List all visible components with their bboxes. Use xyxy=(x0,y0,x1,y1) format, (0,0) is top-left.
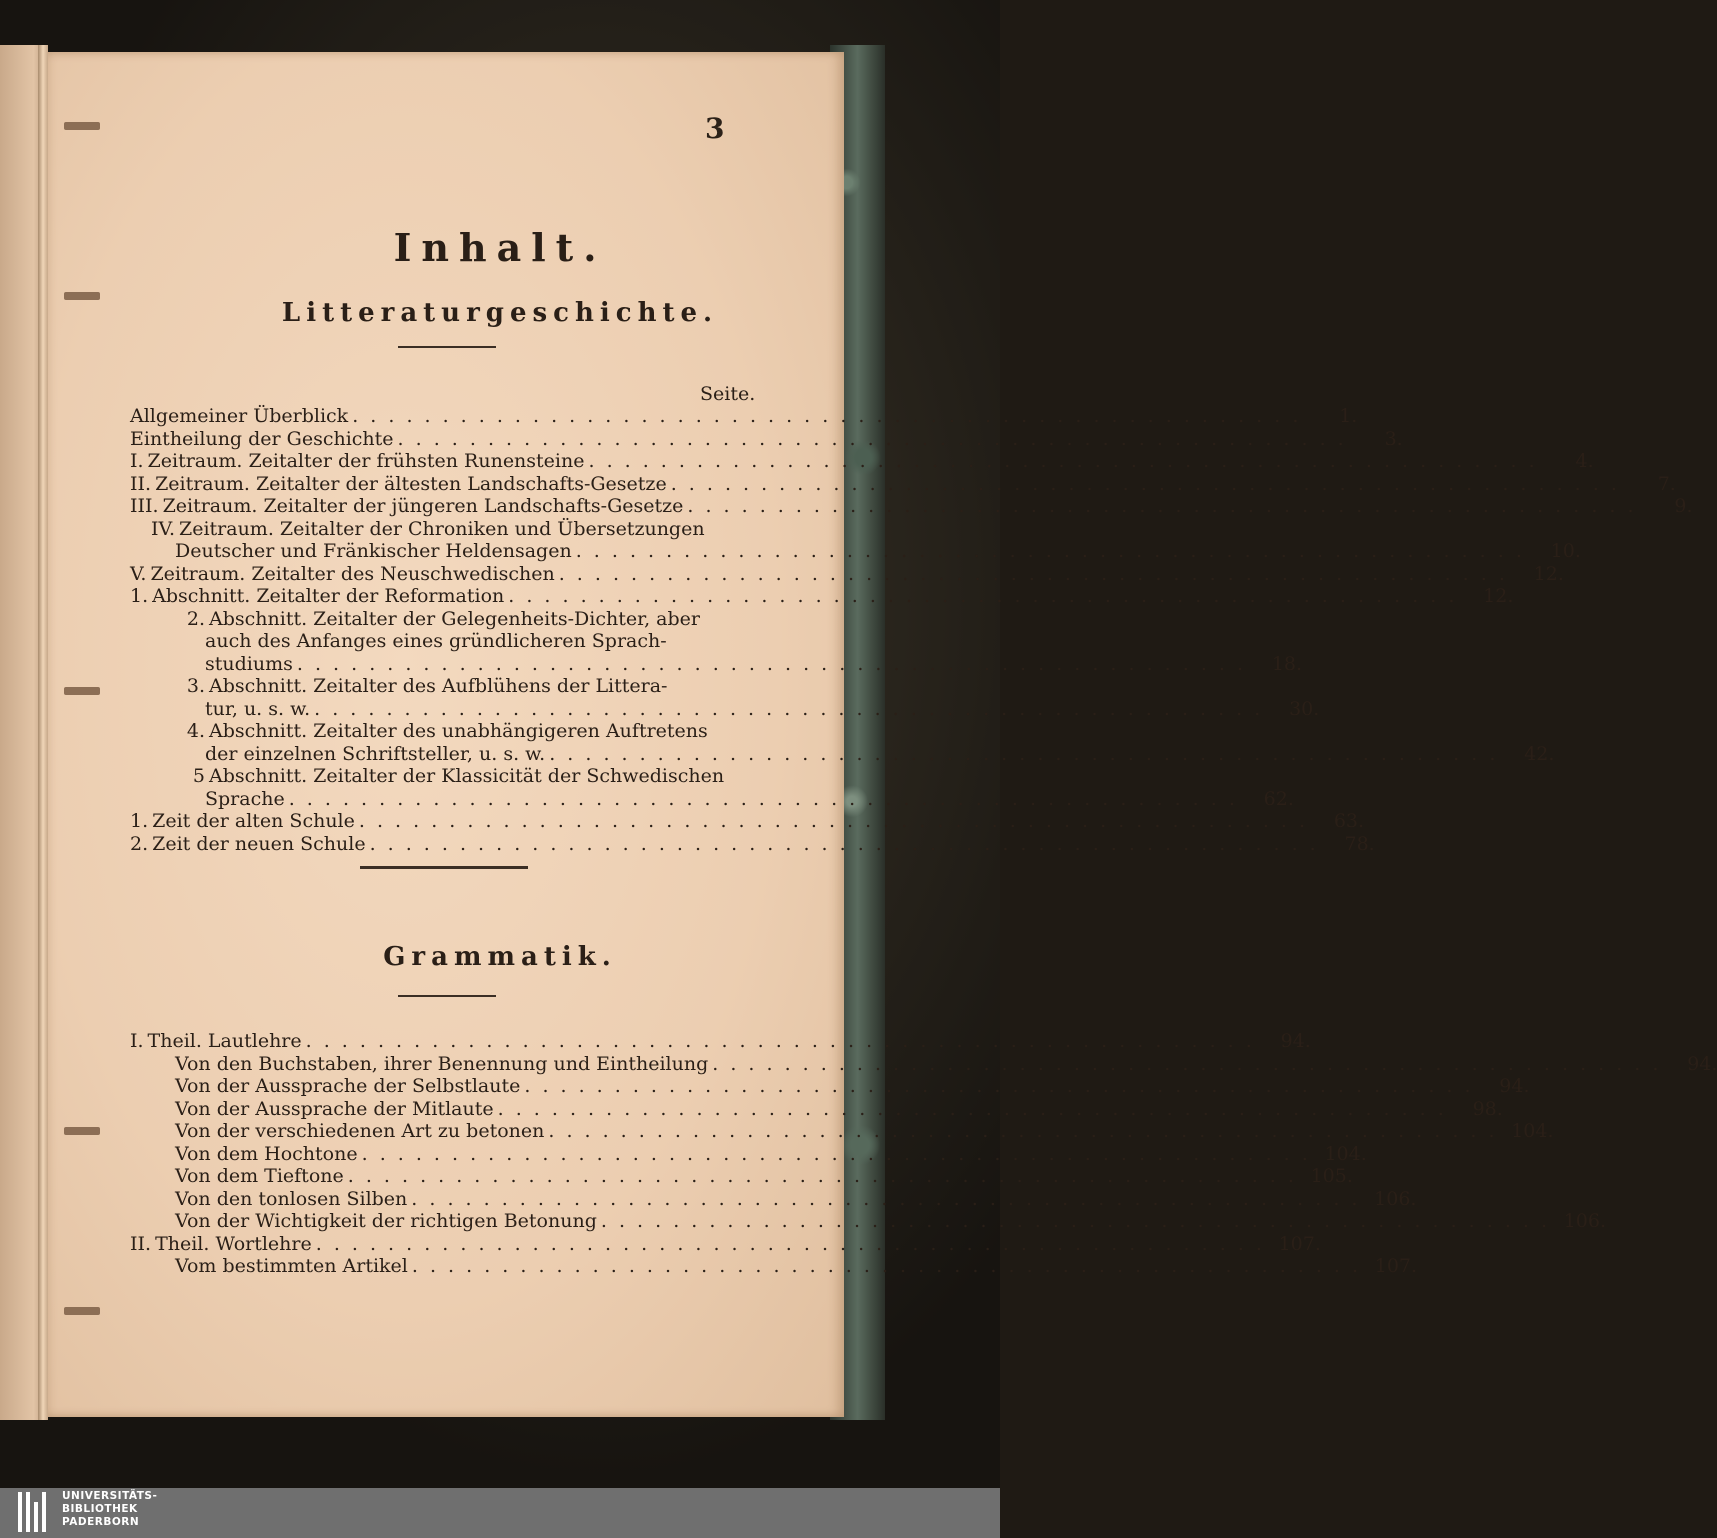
toc-entry xyxy=(130,720,765,743)
toc-entry-page: 12. xyxy=(1483,585,1514,607)
toc-entry-label: Von der Aussprache der Mitlaute xyxy=(175,1097,494,1120)
toc-entry-label: Zeit der alten Schule xyxy=(152,810,355,832)
toc-entry xyxy=(130,630,765,653)
toc-entry-page: 106. xyxy=(1374,1187,1417,1210)
toc-entry-number: V. xyxy=(130,562,147,585)
toc-entry-label: Eintheilung der Geschichte xyxy=(130,427,394,450)
toc-entry-page: 105. xyxy=(1310,1165,1353,1187)
toc-entry xyxy=(130,1097,1503,1121)
toc-entry xyxy=(130,450,1594,473)
toc-entry-label: Von dem Hochtone xyxy=(175,1142,358,1165)
toc-entry-number: I. xyxy=(130,450,144,472)
toc-entry-page: 94. xyxy=(1499,1075,1530,1097)
toc-entry-label: Zeitraum. Zeitalter der jüngeren Landschafts-Gesetze xyxy=(162,495,684,517)
library-logo-text: UNIVERSITÄTS- BIBLIOTHEK PADERBORN xyxy=(62,1490,158,1528)
seite-label: Seite. xyxy=(700,383,756,405)
toc-entry-number: 5 xyxy=(192,765,205,787)
section-divider xyxy=(360,866,528,869)
binding-stitch xyxy=(64,687,100,695)
toc-entry-number: 3. xyxy=(186,675,205,697)
toc-entry-label: Allgemeiner Überblick xyxy=(130,405,349,427)
toc-entry-page: 3. xyxy=(1384,427,1403,450)
toc-entry-label: Von der Aussprache der Selbstlaute xyxy=(175,1075,521,1097)
toc-entry-page: 107. xyxy=(1374,1255,1418,1277)
toc-entry-page: 9. xyxy=(1674,495,1693,517)
toc-entry-label: Von der verschiedenen Art zu betonen xyxy=(175,1120,545,1142)
toc-section-grammar xyxy=(130,1030,1717,1278)
toc-entry-label: tur, u. s. w. xyxy=(205,697,311,720)
toc-entry-page: 94. xyxy=(1687,1052,1717,1075)
toc-entry-label: Von der Wichtigkeit der richtigen Betonung xyxy=(175,1210,597,1232)
section-heading-grammar: Grammatik. xyxy=(383,942,617,972)
toc-entry xyxy=(130,562,1564,586)
toc-entry xyxy=(130,405,1358,428)
toc-entry-label: Zeitraum. Zeitalter des Neuschwedischen xyxy=(150,562,555,585)
toc-entry xyxy=(130,697,1320,721)
toc-entry xyxy=(130,675,765,698)
toc-entry-page: 62. xyxy=(1263,787,1294,810)
toc-entry-number: III. xyxy=(130,495,159,517)
toc-entry xyxy=(130,1052,1717,1076)
toc-entry xyxy=(130,742,1555,766)
toc-entry xyxy=(130,1142,1367,1166)
toc-entry xyxy=(130,652,1303,676)
toc-entry-label: Zeitraum. Zeitalter der ältesten Landschafts-Gesetze xyxy=(155,472,667,495)
binding-stitch xyxy=(64,1127,100,1135)
toc-entry xyxy=(130,1255,1418,1278)
toc-entry-page: 12. xyxy=(1533,562,1564,585)
toc-entry-number: 2. xyxy=(130,832,149,855)
library-logo-icon xyxy=(18,1492,46,1532)
toc-entry xyxy=(130,1210,1607,1233)
toc-entry-page: 104. xyxy=(1511,1120,1554,1142)
toc-entry-page: 107. xyxy=(1278,1232,1321,1255)
toc-entry-number: II. xyxy=(130,1232,152,1255)
toc-entry-label: Von den Buchstaben, ihrer Benennung und Eintheilung xyxy=(175,1052,709,1075)
binding-stitch xyxy=(64,122,100,130)
toc-entry xyxy=(130,1120,1554,1143)
toc-entry xyxy=(130,495,1693,518)
toc-entry-label: Theil. Lautlehre xyxy=(147,1030,302,1052)
toc-entry-label: Von dem Tieftone xyxy=(175,1165,344,1187)
toc-entry xyxy=(130,810,1365,833)
page-number: 3 xyxy=(705,112,725,145)
toc-entry-number: I. xyxy=(130,1030,144,1052)
toc-entry-label: Vom bestimmten Artikel xyxy=(175,1255,408,1277)
toc-entry xyxy=(130,585,1514,608)
toc-entry-label: Abschnitt. Zeitalter des unabhängigeren Auftretens xyxy=(209,720,708,742)
toc-entry xyxy=(130,608,765,631)
toc-entry xyxy=(130,1075,1530,1098)
toc-entry-number: 2. xyxy=(186,607,205,630)
divider-rule xyxy=(398,995,496,997)
toc-entry-page: 1. xyxy=(1339,405,1358,427)
toc-entry-label: Abschnitt. Zeitalter des Aufblühens der Littera- xyxy=(209,675,668,697)
toc-entry-number: 4. xyxy=(186,720,205,742)
binding-stitch xyxy=(64,1307,100,1315)
toc-entry-number: 1. xyxy=(130,585,149,607)
toc-section-literature xyxy=(130,405,1693,855)
toc-entry-page: 42. xyxy=(1524,742,1555,765)
toc-entry-page: 10. xyxy=(1550,540,1581,562)
section-heading-literature: Litteraturgeschichte. xyxy=(281,298,719,328)
toc-entry-page: 4. xyxy=(1575,450,1594,472)
toc-entry-number: IV. xyxy=(151,517,175,540)
divider-rule xyxy=(398,346,496,348)
toc-entry-number: 1. xyxy=(130,810,149,832)
toc-entry-label: Abschnitt. Zeitalter der Reformation xyxy=(152,585,505,607)
toc-entry-label: Zeitraum. Zeitalter der frühsten Runensteine xyxy=(147,450,585,472)
toc-entry-number: II. xyxy=(130,472,152,495)
toc-entry-label: Sprache xyxy=(205,787,285,810)
toc-entry-page: 94. xyxy=(1280,1030,1311,1052)
toc-entry xyxy=(130,540,1581,563)
toc-entry-label: Von den tonlosen Silben xyxy=(175,1187,408,1210)
toc-entry-page: 98. xyxy=(1472,1097,1503,1120)
toc-entry xyxy=(130,1030,1311,1053)
toc-entry-label: Abschnitt. Zeitalter der Klassicität der Schwedischen xyxy=(209,765,725,787)
toc-entry xyxy=(130,765,765,788)
toc-entry-label: Abschnitt. Zeitalter der Gelegenheits-Dichter, aber xyxy=(209,607,700,630)
toc-entry xyxy=(130,1165,1353,1188)
toc-entry-label: Zeit der neuen Schule xyxy=(152,832,366,855)
toc-entry-label: Zeitraum. Zeitalter der Chroniken und Übersetzungen xyxy=(179,517,705,540)
toc-entry-label: Theil. Wortlehre xyxy=(155,1232,312,1255)
toc-entry-page: 63. xyxy=(1333,810,1365,832)
toc-entry-label: auch des Anfanges eines gründlicheren Sprach- xyxy=(205,630,667,652)
toc-entry-page: 30. xyxy=(1289,697,1320,720)
toc-entry xyxy=(130,832,1375,856)
toc-entry-label: der einzelnen Schriftsteller, u. s. w. xyxy=(205,742,546,765)
toc-entry-page: 106. xyxy=(1563,1210,1607,1232)
toc-entry xyxy=(130,427,1403,451)
toc-entry xyxy=(130,1187,1417,1211)
toc-entry-page: 78. xyxy=(1344,832,1375,855)
toc-entry-label: Deutscher und Fränkischer Heldensagen xyxy=(175,540,572,562)
toc-entry xyxy=(130,1232,1321,1256)
page-title: Inhalt. xyxy=(393,225,607,270)
toc-entry xyxy=(130,472,1676,496)
toc-entry-page: 18. xyxy=(1271,652,1303,675)
toc-entry-page: 104. xyxy=(1324,1142,1367,1165)
toc-entry-label: studiums xyxy=(205,652,293,675)
toc-entry xyxy=(130,518,765,541)
toc-entry-page: 7. xyxy=(1657,472,1676,495)
toc-entry xyxy=(130,787,1294,811)
